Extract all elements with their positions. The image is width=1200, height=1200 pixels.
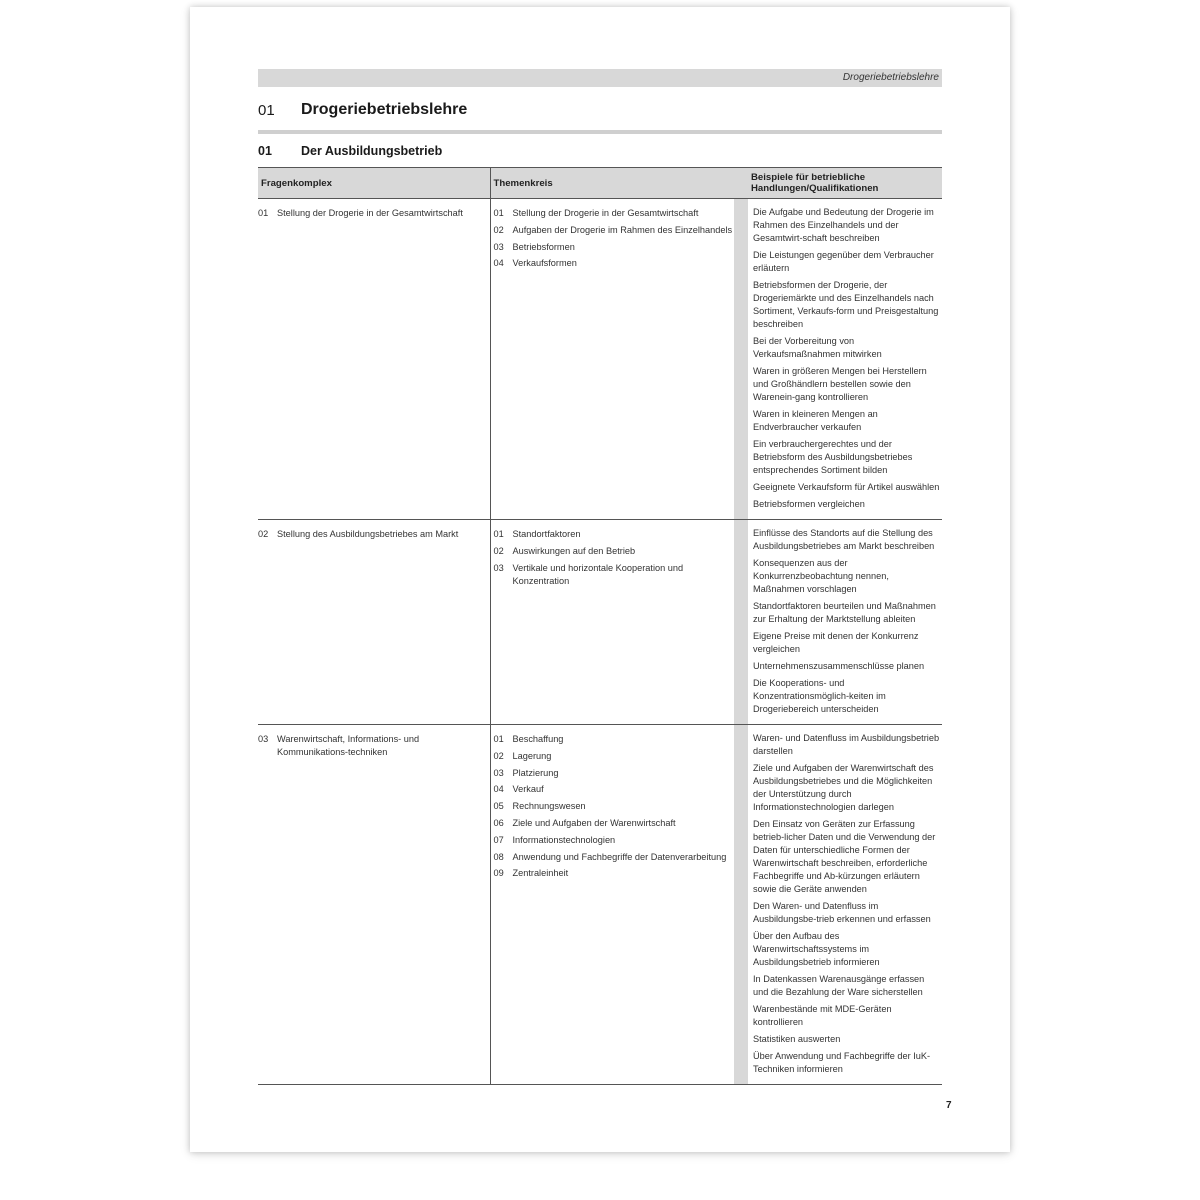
- section-title: Der Ausbildungsbetrieb: [301, 144, 443, 158]
- beispiel-item: Warenbestände mit MDE-Geräten kontrollieren: [753, 1004, 892, 1027]
- themenkreis-number: 03: [493, 241, 504, 252]
- themenkreis-item: [494, 528, 735, 541]
- themenkreis-text: Verkaufsformen: [512, 258, 577, 269]
- beispiel-item: Konsequenzen aus der Konkurrenzbeobachtung nennen, Maßnahmen vorschlagen: [753, 558, 889, 594]
- beispiele-cell: [748, 725, 942, 1085]
- themenkreis-text: Vertikale und horizontale Kooperation und Konzentration: [512, 562, 684, 586]
- themenkreis-item: [494, 834, 735, 847]
- beispiel-item: Betriebsformen vergleichen: [753, 499, 865, 509]
- themenkreis-text: Anwendung und Fachbegriffe der Datenverarbeitung: [512, 851, 727, 862]
- themenkreis-item: [494, 800, 735, 813]
- header-themenkreis: Themenkreis: [490, 168, 734, 199]
- beispiel-item: Waren- und Datenfluss im Ausbildungsbetrieb darstellen: [753, 733, 940, 756]
- themenkreis-text: Stellung der Drogerie in der Gesamtwirtschaft: [512, 208, 699, 218]
- themenkreis-item: [494, 851, 735, 864]
- table-header-row: [258, 168, 942, 199]
- themenkreis-number: 04: [493, 784, 504, 795]
- syllabus-table: [258, 167, 942, 1085]
- page-content: [258, 69, 942, 1085]
- beispiel-item: Den Waren- und Datenfluss im Ausbildungsbe-trieb erkennen und erfassen: [753, 901, 931, 924]
- chapter-rule: [258, 130, 942, 134]
- themenkreis-item: [494, 545, 735, 558]
- beispiel-item: Ziele und Aufgaben der Warenwirtschaft des Ausbildungsbetriebes und die Möglichkeiten der Unterstützung durch Informationstechnologien darlegen: [753, 763, 934, 812]
- fragenkomplex-item: [258, 733, 490, 759]
- beispiel-item: Waren in kleineren Mengen an Endverbraucher verkaufen: [753, 409, 878, 432]
- themenkreis-item: [494, 767, 735, 780]
- fragenkomplex-item: [258, 207, 490, 220]
- themenkreis-text: Platzierung: [512, 767, 559, 778]
- themenkreis-cell: [490, 199, 734, 520]
- beispiel-item: Einflüsse des Standorts auf die Stellung des Ausbildungsbetriebes am Markt beschreiben: [753, 528, 935, 551]
- themenkreis-number: 01: [493, 529, 504, 539]
- beispiele-cell: [748, 520, 942, 725]
- beispiel-item: Über Anwendung und Fachbegriffe der IuK-Techniken informieren: [753, 1051, 931, 1074]
- themenkreis-number: 08: [493, 851, 504, 862]
- beispiel-item: Ein verbrauchergerechtes und der Betriebsform des Ausbildungsbetriebes entsprechendes Sortiment bilden: [753, 439, 913, 475]
- page-number: 7: [946, 1100, 952, 1111]
- themenkreis-cell: [490, 520, 734, 725]
- chapter-heading: [258, 100, 942, 120]
- beispiel-item: Statistiken auswerten: [753, 1034, 841, 1044]
- section-number: 01: [258, 144, 272, 158]
- beispiel-item: Standortfaktoren beurteilen und Maßnahmen zur Erhaltung der Marktstellung ableiten: [753, 601, 936, 624]
- gray-divider-bar: [734, 520, 748, 725]
- section-heading: [258, 143, 942, 159]
- running-header: Drogeriebetriebslehre: [258, 69, 942, 87]
- themenkreis-text: Betriebsformen: [512, 241, 575, 252]
- header-spacer: [734, 168, 748, 199]
- header-beispiele: Beispiele für betriebliche Handlungen/Qualifikationen: [748, 168, 942, 199]
- themenkreis-item: [494, 867, 735, 880]
- beispiel-item: Bei der Vorbereitung von Verkaufsmaßnahmen mitwirken: [753, 336, 882, 359]
- beispiel-item: Die Aufgabe und Bedeutung der Drogerie im Rahmen des Einzelhandels und der Gesamtwirt-schaft beschreiben: [753, 207, 934, 243]
- fragenkomplex-cell: [258, 725, 490, 1085]
- themenkreis-text: Aufgaben der Drogerie im Rahmen des Einzelhandels: [512, 224, 733, 235]
- fragenkomplex-title: Stellung des Ausbildungsbetriebes am Markt: [277, 529, 459, 539]
- beispiel-item: Den Einsatz von Geräten zur Erfassung betrieb-licher Daten und die Verwendung der Daten für unterschiedliche Formen der Warenwirtschaft beschreiben, erforderliche Fachbegriffe und Ab-kürzungen erläutern sowie die Geräte anwenden: [753, 819, 936, 894]
- themenkreis-number: 01: [493, 734, 504, 744]
- themenkreis-text: Standortfaktoren: [512, 529, 581, 539]
- beispiel-item: Die Leistungen gegenüber dem Verbraucher erläutern: [753, 250, 934, 273]
- table-row: [258, 520, 942, 725]
- themenkreis-text: Informationstechnologien: [512, 834, 616, 845]
- beispiel-item: Waren in größeren Mengen bei Herstellern und Großhändlern bestellen sowie den Warenein-gang kontrollieren: [753, 366, 927, 402]
- fragenkomplex-cell: [258, 520, 490, 725]
- themenkreis-item: [494, 241, 735, 254]
- themenkreis-number: 02: [493, 545, 504, 556]
- themenkreis-number: 09: [493, 868, 504, 879]
- themenkreis-number: 07: [493, 834, 504, 845]
- themenkreis-item: [494, 783, 735, 796]
- themenkreis-text: Auswirkungen auf den Betrieb: [512, 545, 636, 556]
- fragenkomplex-number: 02: [258, 529, 269, 539]
- themenkreis-item: [494, 257, 735, 270]
- themenkreis-number: 02: [493, 224, 504, 235]
- fragenkomplex-title: Stellung der Drogerie in der Gesamtwirtschaft: [277, 208, 463, 218]
- fragenkomplex-number: 03: [258, 734, 269, 744]
- themenkreis-item: [494, 224, 735, 237]
- table-row: [258, 725, 942, 1085]
- beispiel-item: Geeignete Verkaufsform für Artikel auswählen: [753, 482, 940, 492]
- themenkreis-item: [494, 207, 735, 220]
- table-row: [258, 199, 942, 520]
- chapter-title: Drogeriebetriebslehre: [301, 101, 468, 118]
- beispiel-item: Betriebsformen der Drogerie, der Drogeriemärkte und des Einzelhandels nach Sortiment, Verkaufs-form und Preisgestaltung beschreiben: [753, 280, 939, 329]
- beispiele-cell: [748, 199, 942, 520]
- chapter-number: 01: [258, 101, 275, 119]
- beispiel-item: Unternehmenszusammenschlüsse planen: [753, 661, 925, 671]
- themenkreis-number: 03: [493, 562, 504, 573]
- themenkreis-number: 02: [493, 750, 504, 761]
- themenkreis-number: 01: [493, 208, 504, 218]
- themenkreis-cell: [490, 725, 734, 1085]
- themenkreis-number: 03: [493, 767, 504, 778]
- themenkreis-text: Beschaffung: [512, 734, 564, 744]
- themenkreis-text: Zentraleinheit: [512, 868, 569, 879]
- document-page: [190, 7, 1010, 1152]
- themenkreis-item: [494, 750, 735, 763]
- themenkreis-item: [494, 817, 735, 830]
- fragenkomplex-item: [258, 528, 490, 541]
- themenkreis-text: Lagerung: [512, 750, 552, 761]
- gray-divider-bar: [734, 725, 748, 1085]
- themenkreis-number: 04: [493, 258, 504, 269]
- themenkreis-number: 06: [493, 817, 504, 828]
- fragenkomplex-number: 01: [258, 208, 269, 218]
- themenkreis-item: [494, 733, 735, 746]
- beispiel-item: In Datenkassen Warenausgänge erfassen und die Bezahlung der Ware sicherstellen: [753, 974, 925, 997]
- beispiel-item: Über den Aufbau des Warenwirtschaftssystems im Ausbildungsbetrieb informieren: [753, 931, 880, 967]
- beispiel-item: Eigene Preise mit denen der Konkurrenz vergleichen: [753, 631, 919, 654]
- fragenkomplex-cell: [258, 199, 490, 520]
- themenkreis-number: 05: [493, 801, 504, 812]
- themenkreis-item: [494, 562, 735, 588]
- themenkreis-text: Ziele und Aufgaben der Warenwirtschaft: [512, 817, 676, 828]
- themenkreis-text: Verkauf: [512, 784, 544, 795]
- fragenkomplex-title: Warenwirtschaft, Informations- und Kommunikations-techniken: [277, 734, 420, 757]
- themenkreis-text: Rechnungswesen: [512, 801, 586, 812]
- header-fragenkomplex: Fragenkomplex: [258, 168, 490, 199]
- gray-divider-bar: [734, 199, 748, 520]
- beispiel-item: Die Kooperations- und Konzentrationsmöglich-keiten im Drogeriebereich unterscheiden: [753, 678, 886, 714]
